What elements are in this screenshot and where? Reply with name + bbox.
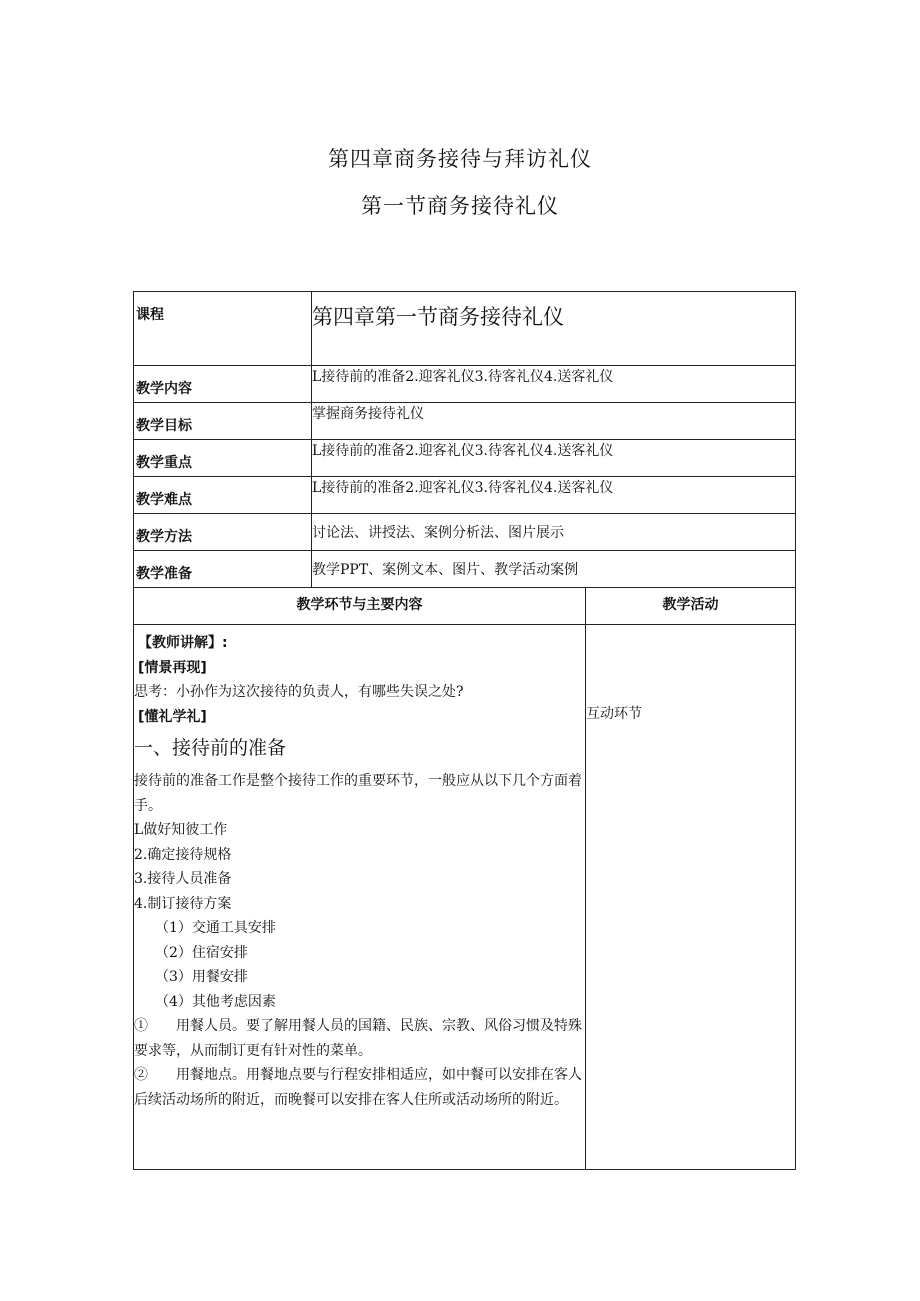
row-value-method: 讨论法、讲授法、案例分析法、图片展示 (312, 514, 796, 551)
row-label-preparation: 教学准备 (134, 551, 312, 588)
row-value-objective: 掌握商务接待礼仪 (312, 403, 796, 440)
header-content: 教学环节与主要内容 (134, 588, 586, 625)
learn-label: [懂礼学礼] (138, 708, 207, 725)
table-row (134, 366, 796, 403)
think-question: 思考：小孙作为这次接待的负责人，有哪些失误之处? (134, 684, 464, 700)
activity-cell: 互动环节 (586, 625, 796, 1170)
row-label-content: 教学内容 (134, 366, 312, 403)
table-row (134, 403, 796, 440)
row-value-course: 第四章第一节商务接待礼仪 (312, 292, 796, 366)
main-content-cell (134, 625, 586, 1170)
table-row (134, 292, 796, 366)
intro-paragraph: 接待前的准备工作是整个接待工作的重要环节，一般应从以下几个方面着手。 (134, 773, 582, 814)
table-row (134, 440, 796, 477)
sub-list-item: （1）交通工具安排 (155, 920, 276, 936)
row-label-key-points: 教学重点 (134, 440, 312, 477)
row-label-course: 课程 (134, 292, 312, 366)
row-label-method: 教学方法 (134, 514, 312, 551)
row-value-key-points: L接待前的准备2.迎客礼仪3.待客礼仪4.送客礼仪 (312, 440, 796, 477)
paragraph-dining-location: ② 用餐地点。用餐地点要与行程安排相适应，如中餐可以安排在客人后续活动场所的附近，而晚餐可以安排在客人住所或活动场所的附近。 (134, 1067, 582, 1108)
scene-label: [情景再现] (138, 659, 207, 676)
sub-list-item: （3）用餐安排 (155, 969, 248, 985)
lesson-plan-table (133, 291, 796, 1170)
sub-list-item: （4）其他考虑因素 (155, 993, 276, 1010)
row-value-content: L接待前的准备2.迎客礼仪3.待客礼仪4.送客礼仪 (312, 366, 796, 403)
table-row (134, 551, 796, 588)
paragraph-dining-people: ① 用餐人员。要了解用餐人员的国籍、民族、宗教、风俗习惯及特殊要求等，从而制订更有针对性的菜单。 (134, 1018, 582, 1059)
header-activity: 教学活动 (586, 588, 796, 625)
table-row (134, 514, 796, 551)
section-heading: 一、接待前的准备 (134, 737, 287, 759)
row-label-objective: 教学目标 (134, 403, 312, 440)
teacher-label: 【教师讲解】: (138, 635, 228, 651)
sub-list-item: （2）住宿安排 (155, 944, 248, 961)
table-row (134, 477, 796, 514)
chapter-title: 第四章商务接待与拜访礼仪 (328, 147, 592, 171)
row-value-preparation: 教学PPT、案例文本、图片、教学活动案例 (312, 551, 796, 588)
row-value-difficulties: L接待前的准备2.迎客礼仪3.待客礼仪4.送客礼仪 (312, 477, 796, 514)
list-item: 3.接待人员准备 (134, 871, 232, 887)
list-item: 2.确定接待规格 (134, 846, 232, 863)
table-header-row (134, 588, 796, 625)
table-row (134, 625, 796, 1170)
section-title: 第一节商务接待礼仪 (361, 194, 559, 218)
list-item: L做好知彼工作 (134, 822, 228, 838)
row-label-difficulties: 教学难点 (134, 477, 312, 514)
list-item: 4.制订接待方案 (134, 895, 232, 912)
